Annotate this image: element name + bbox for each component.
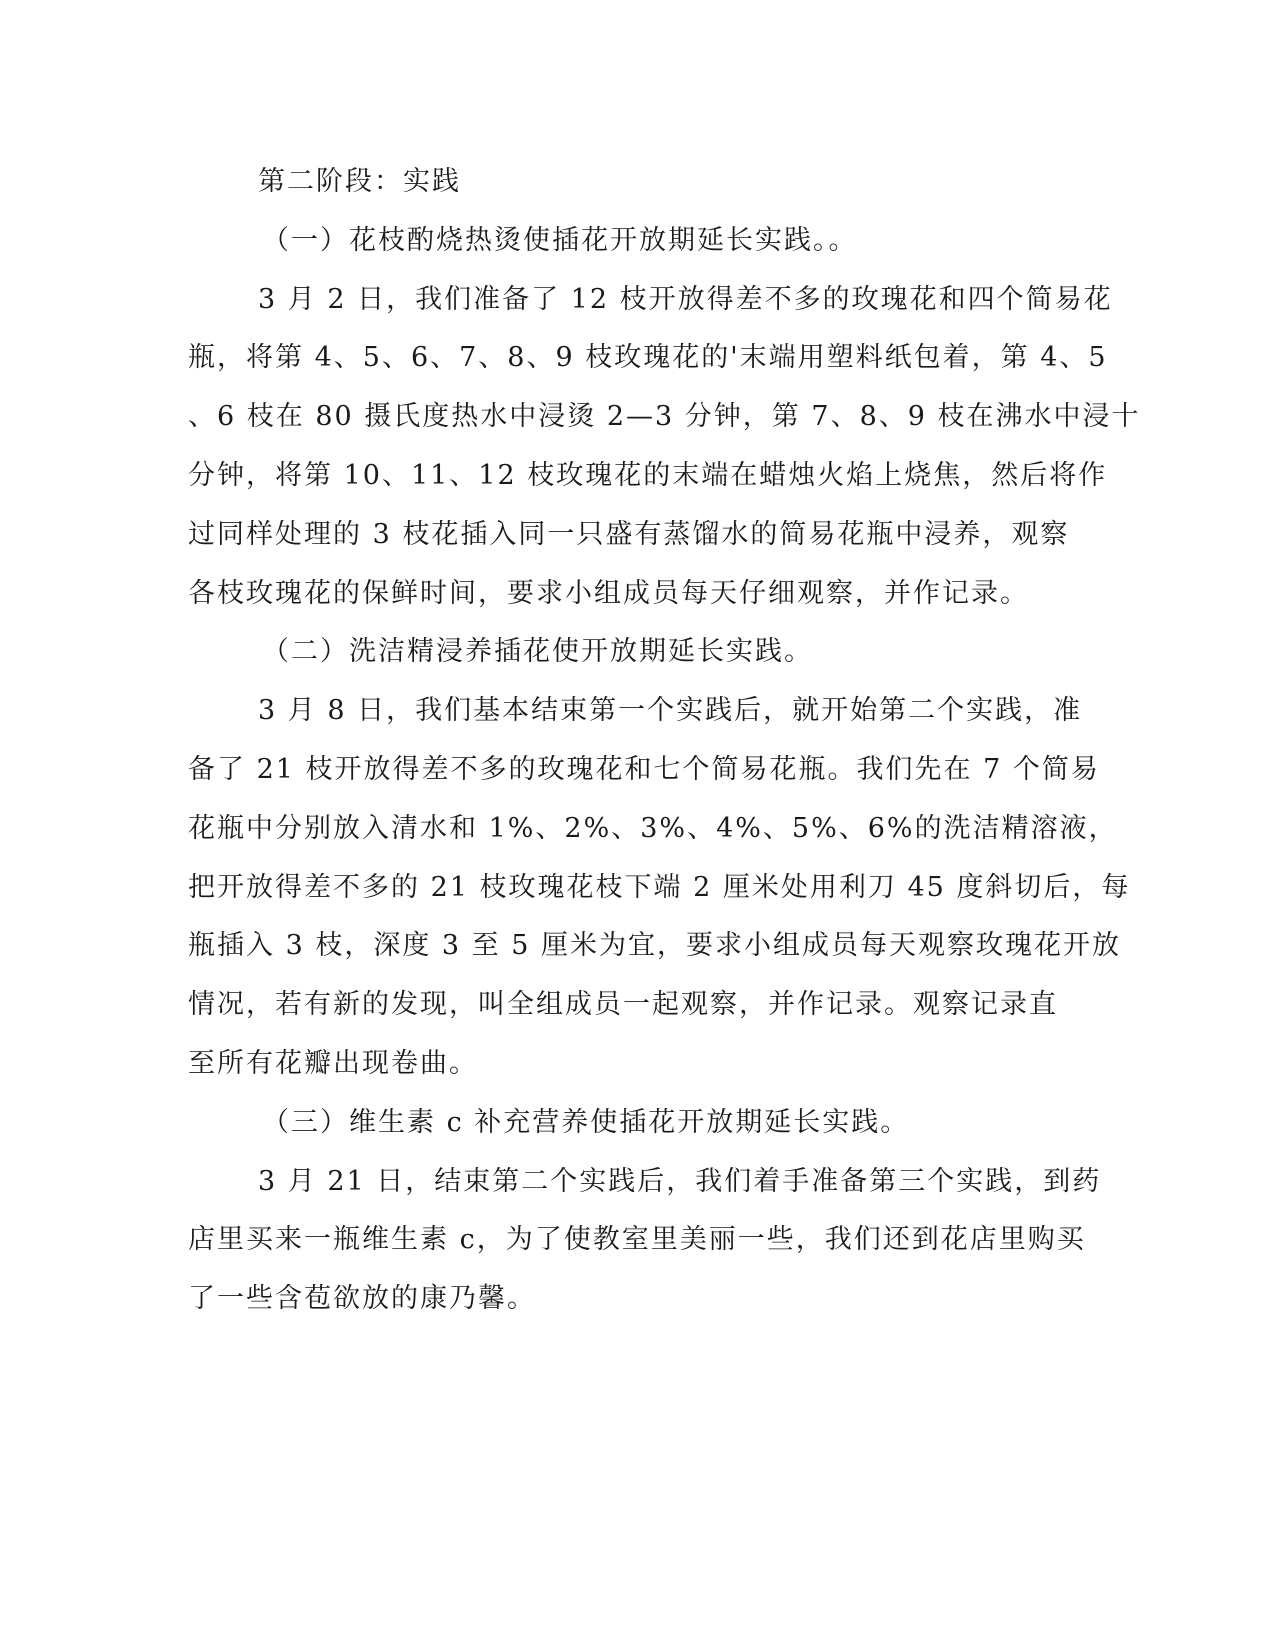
paragraph-line: 情况，若有新的发现，叫全组成员一起观察，并作记录。观察记录直 — [188, 989, 1058, 1020]
paragraph-line: 了一些含苞欲放的康乃馨。 — [188, 1283, 536, 1314]
paragraph-line: 3 月 21 日，结束第二个实践后，我们着手准备第三个实践，到药 — [258, 1166, 1102, 1197]
paragraph-line: 至所有花瓣出现卷曲。 — [188, 1048, 478, 1079]
paragraph-line: 瓶插入 3 枝，深度 3 至 5 厘米为宜，要求小组成员每天观察玫瑰花开放 — [188, 930, 1122, 961]
section-heading: 第二阶段：实践 — [258, 166, 461, 197]
paragraph-line: 过同样处理的 3 枝花插入同一只盛有蒸馏水的简易花瓶中浸养，观察 — [188, 519, 1070, 550]
paragraph-line: 店里买来一瓶维生素 c，为了使教室里美丽一些，我们还到花店里购买 — [188, 1224, 1086, 1255]
paragraph-line: 把开放得差不多的 21 枝玫瑰花枝下端 2 厘米处用利刀 45 度斜切后，每 — [188, 872, 1131, 903]
paragraph-line: 3 月 2 日，我们准备了 12 枝开放得差不多的玫瑰花和四个简易花 — [258, 284, 1113, 315]
paragraph-line: 3 月 8 日，我们基本结束第一个实践后，就开始第二个实践，准 — [258, 695, 1083, 726]
paragraph-line: 分钟，将第 10、11、12 枝玫瑰花的末端在蜡烛火焰上烧焦，然后将作 — [188, 460, 1108, 491]
paragraph-line: 各枝玫瑰花的保鲜时间，要求小组成员每天仔细观察，并作记录。 — [188, 578, 1029, 609]
subsection-heading-1: （一）花枝酌烧热烫使插花开放期延长实践。。 — [262, 225, 858, 256]
paragraph-line: 瓶，将第 4、5、6、7、8、9 枝玫瑰花的'末端用塑料纸包着，第 4、5 — [188, 342, 1108, 373]
paragraph-line: 花瓶中分别放入清水和 1%、2%、3%、4%、5%、6%的洗洁精溶液， — [188, 813, 1118, 844]
subsection-heading-3: （三）维生素 c 补充营养使插花开放期延长实践。 — [262, 1107, 910, 1138]
subsection-heading-2: （二）洗洁精浸养插花使开放期延长实践。 — [262, 636, 813, 667]
paragraph-line: 、6 枝在 80 摄氏度热水中浸烫 2—3 分钟，第 7、8、9 枝在沸水中浸十 — [188, 401, 1141, 432]
paragraph-line: 备了 21 枝开放得差不多的玫瑰花和七个简易花瓶。我们先在 7 个简易 — [188, 754, 1100, 785]
